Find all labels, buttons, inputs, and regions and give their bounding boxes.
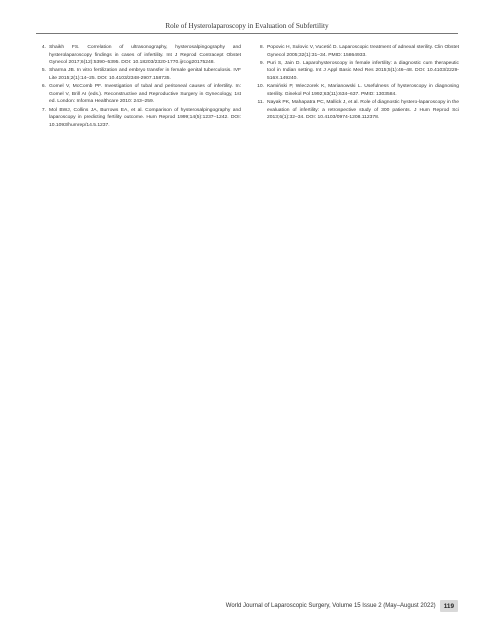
reference-item [254,83,459,98]
page-footer [226,600,458,612]
reference-text: Mol BWJ, Collins JA, Burrows EA, et al. Comparison of hysterosalpingography and laparoscopy in predicting fertility outcome. Hum Reprod 1999;14(5):1237–1242. DOI: 10.1093/humrep/14.5.1237. [49,107,241,128]
reference-text: Kamiński P, Wieczorek K, Marianowski L. Usefulness of hysteroscopy in diagnosing sterility. Ginekol Pol 1992;63(11):634–637. PMID: 1303584. [267,84,459,97]
reference-number: 7. [41,107,46,113]
running-head-title: Role of Hysterolaparoscopy in Evaluation of Subfertility [165,22,329,30]
reference-text: Nayak PK, Mahapatra PC, Mallick J, et al. Role of diagnostic hystero-laparoscopy in the evaluation of infertility: a retrospective study of 300 patients. J Hum Reprod Sci 2013;6(1):32–34. DOI: 10.4103/0974-1208.112378. [267,99,459,121]
reference-item [254,99,459,122]
reference-item [254,60,459,83]
reference-item [36,83,241,106]
reference-item [254,44,459,59]
reference-number: 6. [41,84,46,90]
reference-text: Gomel V, McComb PF. Investigation of tubal and peritoneal causes of infertility. In: Gomel V, Brill AI (eds.). Reconstructive and Reproductive Surgery in Gynecology, 1st ed. London: Informa Healthcare 2010: 243–259. [49,84,241,105]
footer-journal-citation: World Journal of Laparoscopic Surgery, Volume 15 Issue 2 (May–August 2022) [225,603,436,609]
references-left-column [36,44,241,130]
reference-number: 8. [259,45,264,50]
reference-text: Puri S, Jain D. Laparohysteroscopy in female infertility: a diagnostic cum therapeutic tool in Indian setting. Int J Appl Basic Med Res 2015;5(1):46–48. DOI: 10.4103/2229-516X.149240. [267,60,459,81]
references-right-column [254,44,459,122]
reference-text: Popovic H, Sulovic V, Vucetić D. Laparoscopic treatment of adnexal sterility. Clin Obstet Gynecol 2005;32(1):31–34. PMID: 15864933. [267,45,459,58]
reference-item [36,44,241,67]
reference-item [36,107,241,130]
reference-item [36,67,241,82]
reference-number: 4. [41,45,46,50]
reference-number: 5. [41,68,46,74]
reference-number: 10. [257,84,264,90]
page-number-badge: 119 [440,600,458,612]
reference-text: Sharma JB. In vitro fertilization and embryo transfer in female genital tuberculosis. IVF Lite 2015;2(1):14–25. DOI: 10.4103/2348-2907.158735. [49,68,241,81]
reference-text: Shaikh FS. Correlation of ultrasonography, hysterosalpingography and hysterolaparoscopy findings in cases of infertility. Int J Reprod Contracept Obstet Gynecol 2017;6(12):5390–5395. DOI: 10.18203/2320-1770.ijrcog20175248. [49,45,241,66]
reference-number: 11. [257,99,264,105]
reference-number: 9. [259,60,264,66]
header-rule [36,33,458,34]
